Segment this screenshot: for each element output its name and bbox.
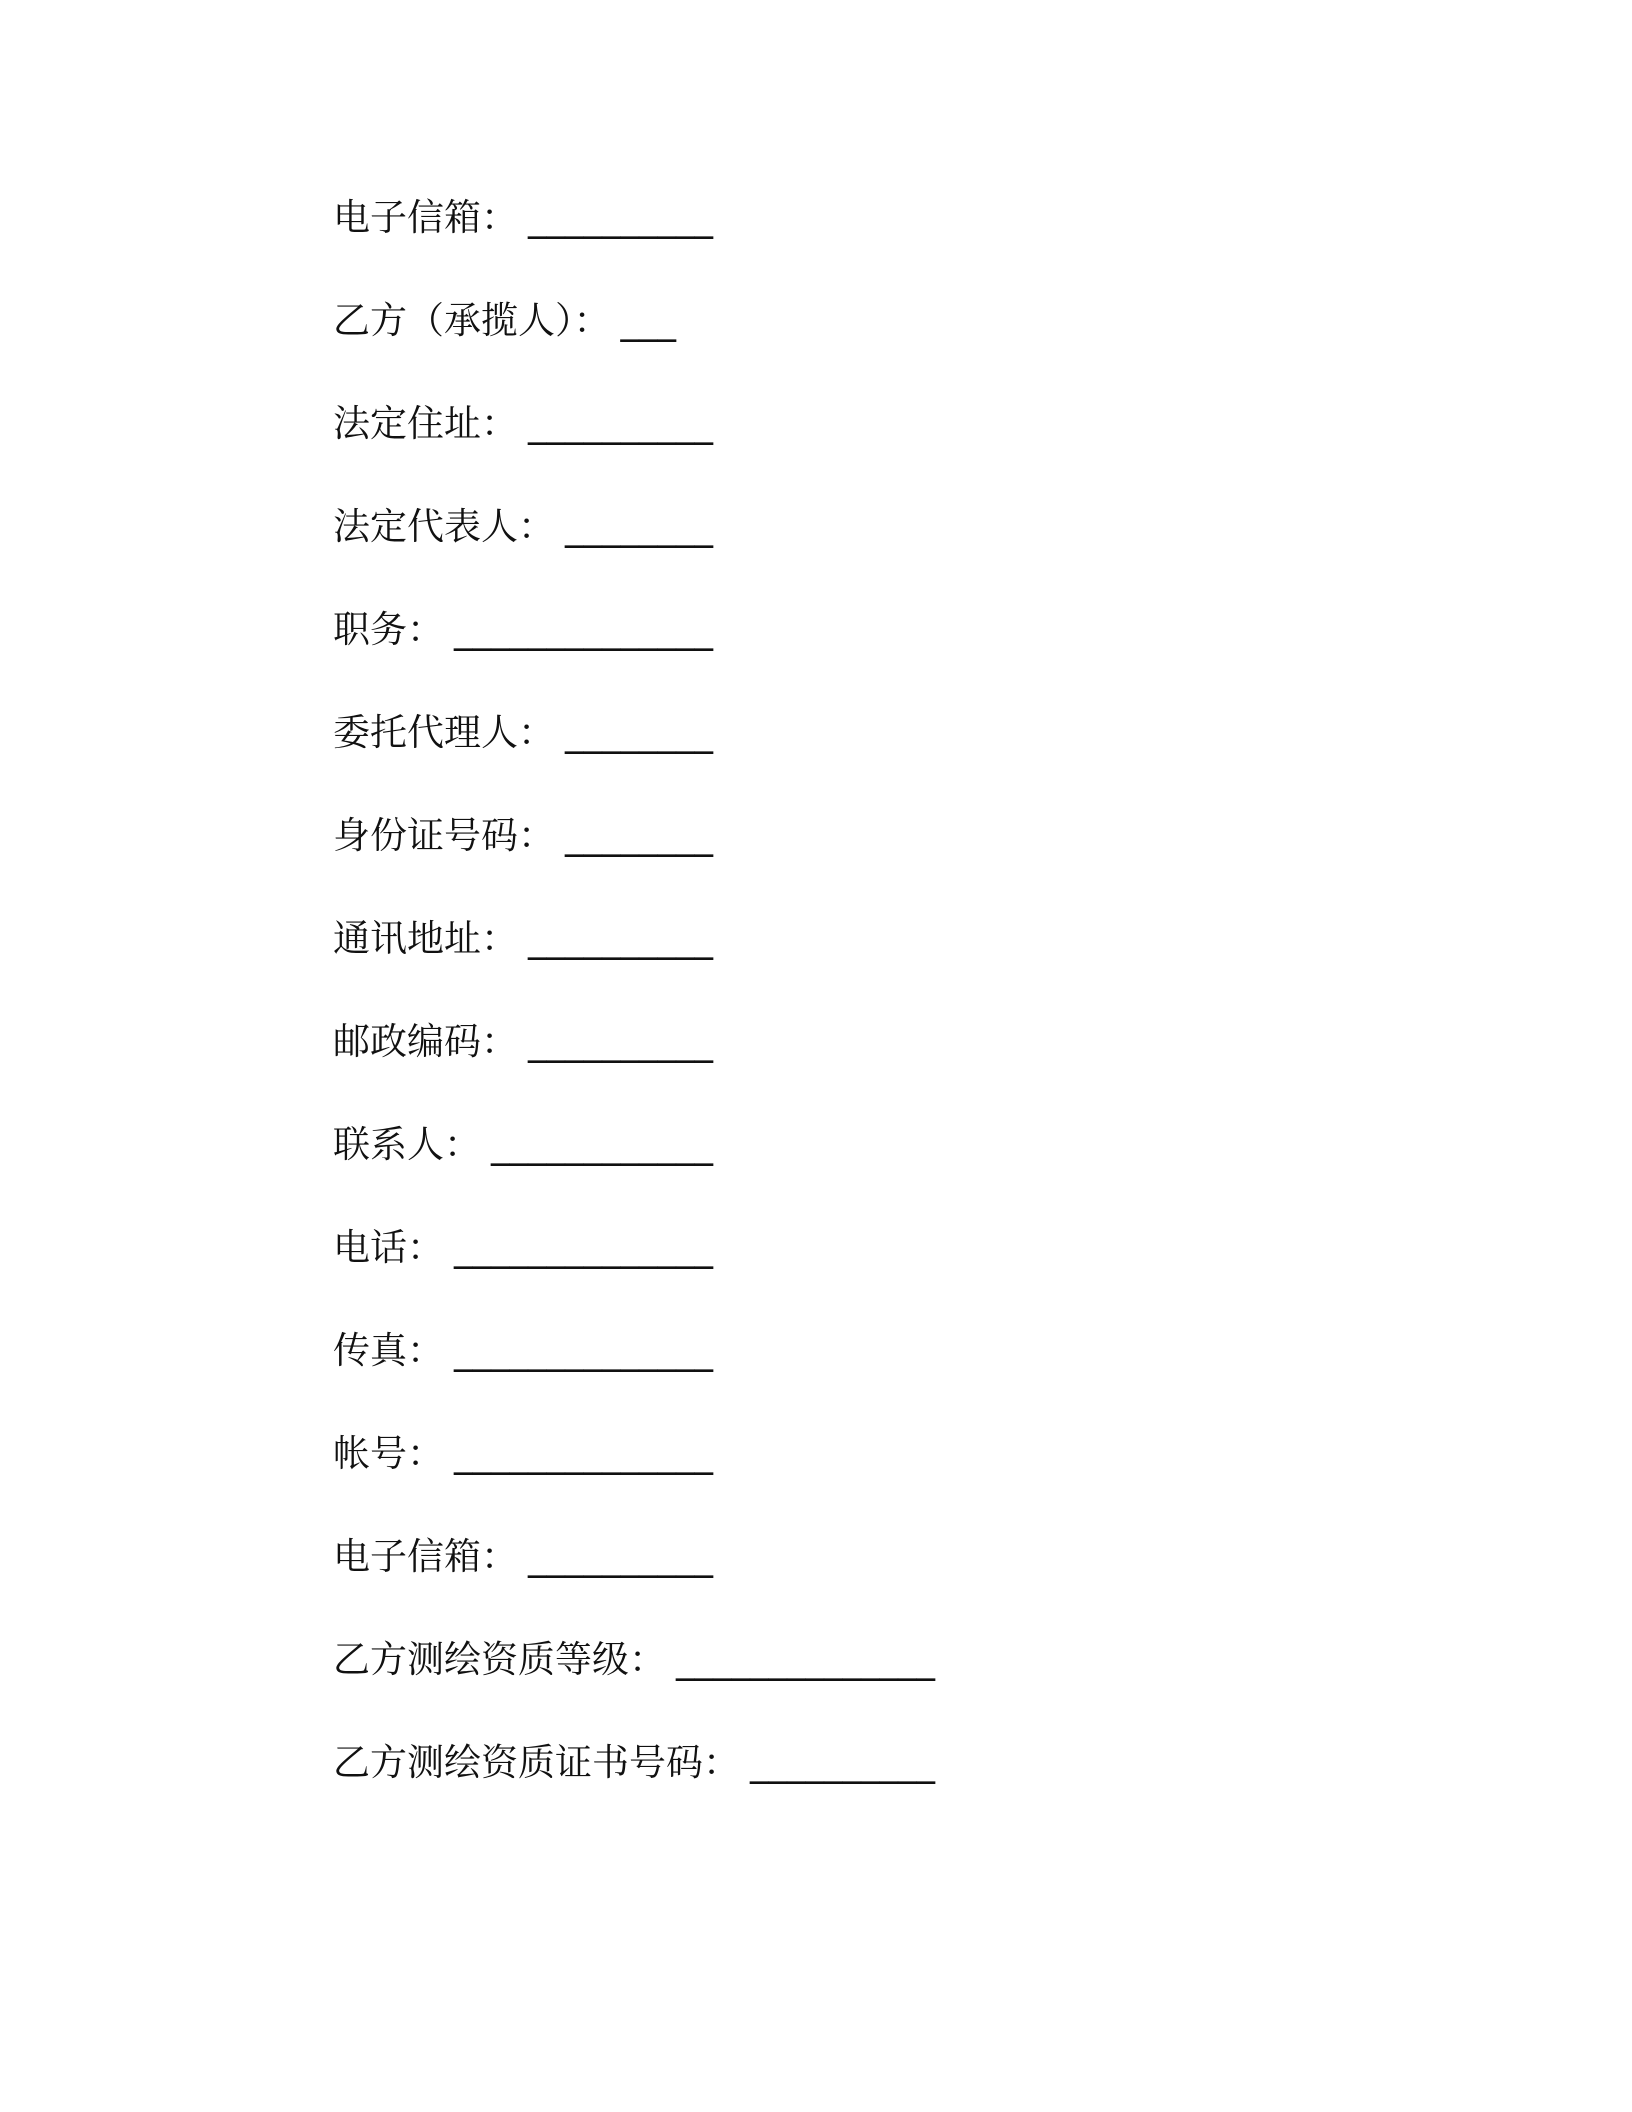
form-line-email-2 bbox=[333, 1527, 1433, 1630]
fill-in-blank: __________ bbox=[528, 917, 713, 960]
field-label: 乙方测绘资质等级： bbox=[333, 1638, 666, 1681]
fill-in-blank: __________ bbox=[528, 402, 713, 445]
form-line-phone bbox=[333, 1218, 1433, 1321]
field-label: 邮政编码： bbox=[333, 1020, 518, 1063]
field-label: 乙方测绘资质证书号码： bbox=[333, 1741, 740, 1784]
fill-in-blank: __________ bbox=[528, 196, 713, 239]
field-label: 法定代表人： bbox=[333, 505, 555, 548]
fill-in-blank: __________ bbox=[750, 1741, 935, 1784]
form-line-authorized-agent bbox=[333, 703, 1433, 806]
field-label: 委托代理人： bbox=[333, 711, 555, 754]
field-label: 乙方（承揽人）： bbox=[333, 299, 611, 342]
form-line-account-number bbox=[333, 1424, 1433, 1527]
form-line-position bbox=[333, 600, 1433, 703]
form-line-legal-representative bbox=[333, 497, 1433, 600]
form-line-postal-code bbox=[333, 1012, 1433, 1115]
field-label: 传真： bbox=[333, 1329, 444, 1372]
field-label: 身份证号码： bbox=[333, 814, 555, 857]
field-label: 电子信箱： bbox=[333, 1535, 518, 1578]
fill-in-blank: ________ bbox=[565, 814, 713, 857]
fill-in-blank: ______________ bbox=[454, 1329, 713, 1372]
contract-party-form bbox=[333, 188, 1433, 1836]
fill-in-blank: ____________ bbox=[491, 1123, 713, 1166]
fill-in-blank: ________ bbox=[565, 711, 713, 754]
field-label: 法定住址： bbox=[333, 402, 518, 445]
field-label: 帐号： bbox=[333, 1432, 444, 1475]
field-label: 联系人： bbox=[333, 1123, 481, 1166]
form-line-contact-person bbox=[333, 1115, 1433, 1218]
form-line-party-b bbox=[333, 291, 1433, 394]
form-line-email bbox=[333, 188, 1433, 291]
fill-in-blank: ______________ bbox=[454, 1432, 713, 1475]
fill-in-blank: __________ bbox=[528, 1535, 713, 1578]
field-label: 通讯地址： bbox=[333, 917, 518, 960]
fill-in-blank: ______________ bbox=[454, 1226, 713, 1269]
fill-in-blank: ______________ bbox=[676, 1638, 935, 1681]
field-label: 电话： bbox=[333, 1226, 444, 1269]
form-line-id-number bbox=[333, 806, 1433, 909]
form-line-fax bbox=[333, 1321, 1433, 1424]
fill-in-blank: ______________ bbox=[454, 608, 713, 651]
field-label: 电子信箱： bbox=[333, 196, 518, 239]
form-line-surveying-certificate-number bbox=[333, 1733, 1433, 1836]
fill-in-blank: ___ bbox=[620, 299, 676, 342]
fill-in-blank: __________ bbox=[528, 1020, 713, 1063]
form-line-surveying-qualification-level bbox=[333, 1630, 1433, 1733]
field-label: 职务： bbox=[333, 608, 444, 651]
form-line-mailing-address bbox=[333, 909, 1433, 1012]
fill-in-blank: ________ bbox=[565, 505, 713, 548]
form-line-legal-address bbox=[333, 394, 1433, 497]
